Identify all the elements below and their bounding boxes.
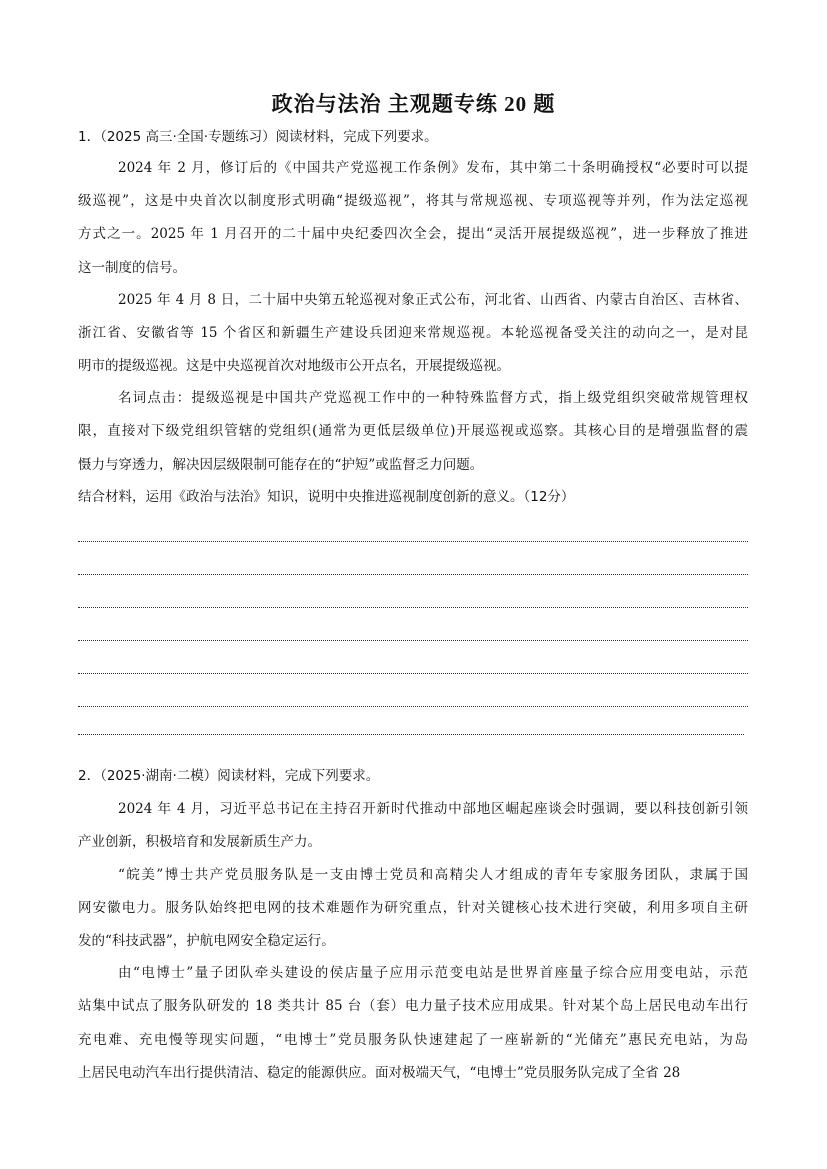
question-1-prompt: 结合材料，运用《政治与法治》知识，说明中央推进巡视制度创新的意义。（12分）: [78, 489, 575, 505]
q1-paragraph-1-line: 这一制度的信号。: [78, 260, 186, 276]
q2-paragraph-3-line: 由“电博士”量子团队牵头建设的侯店量子应用示范变电站是世界首座量子综合应用变电站，示范: [118, 965, 748, 981]
answer-line[interactable]: [78, 607, 748, 608]
question-1-header: 1．（2025 高三·全国·专题练习）阅读材料，完成下列要求。: [78, 129, 438, 145]
q1-paragraph-2-line: 2025 年 4 月 8 日，二十届中央第五轮巡视对象正式公布，河北省、山西省、内蒙古自治区、吉林省、: [118, 292, 748, 308]
question-2-header: 2．（2025·湖南·二模）阅读材料，完成下列要求。: [78, 768, 380, 784]
answer-line[interactable]: [78, 574, 748, 575]
answer-line[interactable]: [78, 734, 744, 735]
q2-paragraph-3-line: 上居民电动汽车出行提供清洁、稳定的能源供应。面对极端天气，“电博士”党员服务队完成了全省 28: [78, 1065, 681, 1081]
q1-paragraph-1-line: 方式之一。2025 年 1 月召开的二十届中央纪委四次全会，提出“灵活开展提级巡视”，进一步释放了推进: [78, 226, 748, 242]
q2-paragraph-1-line: 产业创新，积极培育和发展新质生产力。: [78, 834, 321, 850]
answer-line[interactable]: [78, 541, 748, 542]
q1-paragraph-1-line: 级巡视”，这是中央首次以制度形式明确“提级巡视”，将其与常规巡视、专项巡视等并列，作为法定巡视: [78, 193, 748, 209]
answer-line[interactable]: [78, 706, 748, 707]
q2-paragraph-2-line: 发的“科技武器”，护航电网安全稳定运行。: [78, 933, 335, 949]
q2-paragraph-2-line: 网安徽电力。服务队始终把电网的技术难题作为研究重点，针对关键核心技术进行突破，利用多项自主研: [78, 900, 748, 916]
q1-paragraph-3-line: 名词点击：提级巡视是中国共产党巡视工作中的一种特殊监督方式，指上级党组织突破常规管理权: [118, 390, 748, 406]
page-title: 政治与法治 主观题专练 20 题: [271, 92, 556, 116]
q1-paragraph-3-line: 慑力与穿透力，解决因层级限制可能存在的“护短”或监督乏力问题。: [78, 457, 484, 473]
q2-paragraph-3-line: 站集中试点了服务队研发的 18 类共计 85 台（套）电力量子技术应用成果。针对某个岛上居民电动车出行: [78, 998, 748, 1014]
q2-paragraph-3-line: 充电难、充电慢等现实问题，“电博士”党员服务队快速建起了一座崭新的“光储充”惠民充电站，为岛: [78, 1032, 748, 1048]
q2-paragraph-1-line: 2024 年 4 月，习近平总书记在主持召开新时代推动中部地区崛起座谈会时强调，要以科技创新引领: [118, 801, 748, 817]
q1-paragraph-2-line: 明市的提级巡视。这是中央巡视首次对地级市公开点名，开展提级巡视。: [78, 358, 510, 374]
answer-line[interactable]: [78, 673, 748, 674]
q1-paragraph-2-line: 浙江省、安徽省等 15 个省区和新疆生产建设兵团迎来常规巡视。本轮巡视备受关注的动向之一，是对昆: [78, 325, 748, 341]
q1-paragraph-3-line: 限，直接对下级党组织管辖的党组织(通常为更低层级单位)开展巡视或巡察。其核心目的是增强监督的震: [78, 423, 748, 439]
q2-paragraph-2-line: “皖美”博士共产党员服务队是一支由博士党员和高精尖人才组成的青年专家服务团队，隶属于国: [118, 867, 748, 883]
q1-paragraph-1-line: 2024 年 2 月，修订后的《中国共产党巡视工作条例》发布，其中第二十条明确授权“必要时可以提: [118, 160, 748, 176]
answer-line[interactable]: [78, 640, 748, 641]
